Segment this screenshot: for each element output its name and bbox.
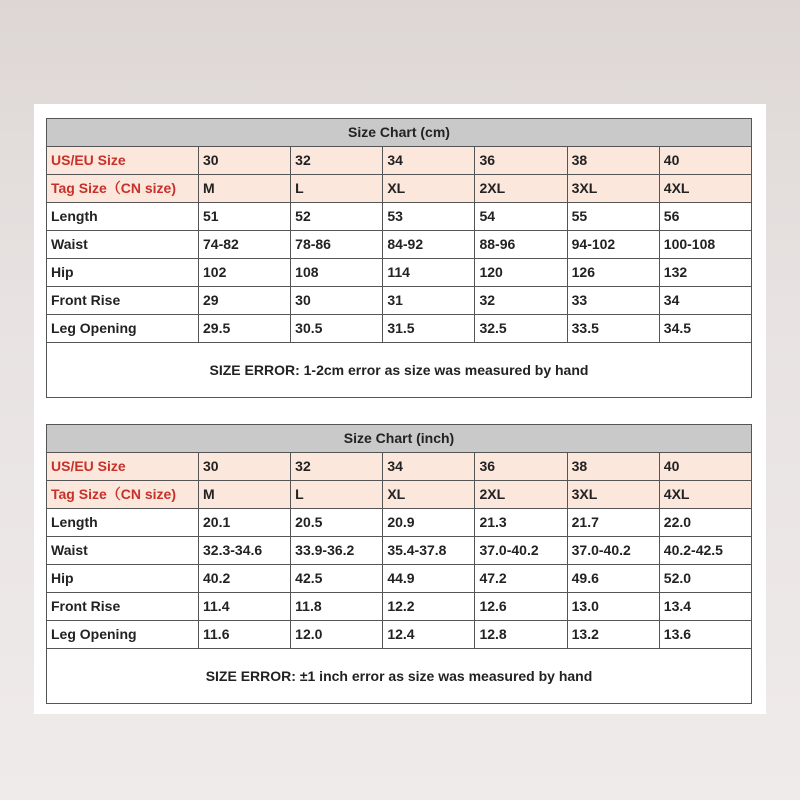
table-cell: XL (383, 175, 475, 203)
table-cell: 100-108 (659, 231, 751, 259)
table-cell: 34.5 (659, 315, 751, 343)
table-row (47, 287, 752, 315)
table-cell: 12.2 (383, 593, 475, 621)
table-cell: 132 (659, 259, 751, 287)
note-row (47, 649, 752, 704)
table-row (47, 565, 752, 593)
table-cell: 36 (475, 453, 567, 481)
table-cell: 40.2 (199, 565, 291, 593)
table-cell: M (199, 481, 291, 509)
table-row (47, 537, 752, 565)
table-cell: 32.3-34.6 (199, 537, 291, 565)
table-cell: 120 (475, 259, 567, 287)
row-label: Leg Opening (47, 315, 199, 343)
table-cell: 21.7 (567, 509, 659, 537)
table-cell: 30 (291, 287, 383, 315)
table-cell: 74-82 (199, 231, 291, 259)
table-cell: 12.4 (383, 621, 475, 649)
table-cell: 20.1 (199, 509, 291, 537)
table-cell: 55 (567, 203, 659, 231)
table-cell: 31 (383, 287, 475, 315)
table-cell: 51 (199, 203, 291, 231)
table-cell: 108 (291, 259, 383, 287)
size-error-note: SIZE ERROR: 1-2cm error as size was measured by hand (47, 343, 752, 398)
row-label: Waist (47, 231, 199, 259)
table-cell: M (199, 175, 291, 203)
table-cell: 11.4 (199, 593, 291, 621)
size-chart-cm (46, 118, 752, 398)
table-cell: 29 (199, 287, 291, 315)
row-label: Front Rise (47, 593, 199, 621)
table-cell: 22.0 (659, 509, 751, 537)
table-cell: 32 (291, 453, 383, 481)
table-cell: 21.3 (475, 509, 567, 537)
table-cell: 2XL (475, 175, 567, 203)
table-cell: 33.9-36.2 (291, 537, 383, 565)
table-cell: 42.5 (291, 565, 383, 593)
chart-title-row (47, 119, 752, 147)
table-cell: 13.4 (659, 593, 751, 621)
row-label: Leg Opening (47, 621, 199, 649)
table-cell: 54 (475, 203, 567, 231)
table-cell: 126 (567, 259, 659, 287)
table-cell: 3XL (567, 481, 659, 509)
table-row (47, 231, 752, 259)
table-cell: 88-96 (475, 231, 567, 259)
table-cell: 31.5 (383, 315, 475, 343)
table-cell: 94-102 (567, 231, 659, 259)
table-cell: 32 (291, 147, 383, 175)
table-cell: 114 (383, 259, 475, 287)
table-cell: 53 (383, 203, 475, 231)
row-label: Tag Size（CN size) (47, 481, 199, 509)
table-row (47, 147, 752, 175)
table-cell: 34 (383, 453, 475, 481)
chart-title: Size Chart (inch) (47, 425, 752, 453)
table-cell: XL (383, 481, 475, 509)
table-cell: 13.0 (567, 593, 659, 621)
table-cell: 11.6 (199, 621, 291, 649)
table-cell: 102 (199, 259, 291, 287)
row-label: US/EU Size (47, 147, 199, 175)
table-cell: 33 (567, 287, 659, 315)
table-row (47, 259, 752, 287)
row-label: Hip (47, 565, 199, 593)
chart-title: Size Chart (cm) (47, 119, 752, 147)
table-cell: 3XL (567, 175, 659, 203)
table-cell: 52 (291, 203, 383, 231)
table-cell: 30 (199, 147, 291, 175)
table-cell: 12.6 (475, 593, 567, 621)
table-cell: 38 (567, 147, 659, 175)
table-cell: 33.5 (567, 315, 659, 343)
table-cell: 78-86 (291, 231, 383, 259)
table-cell: 40 (659, 147, 751, 175)
table-cell: 20.9 (383, 509, 475, 537)
size-chart-card (34, 104, 766, 714)
table-cell: 20.5 (291, 509, 383, 537)
row-label: US/EU Size (47, 453, 199, 481)
row-label: Waist (47, 537, 199, 565)
table-row (47, 175, 752, 203)
table-cell: 84-92 (383, 231, 475, 259)
table-cell: 35.4-37.8 (383, 537, 475, 565)
table-cell: 44.9 (383, 565, 475, 593)
row-label: Front Rise (47, 287, 199, 315)
note-row (47, 343, 752, 398)
table-row (47, 315, 752, 343)
table-cell: 36 (475, 147, 567, 175)
table-cell: 32.5 (475, 315, 567, 343)
table-row (47, 621, 752, 649)
table-cell: 12.8 (475, 621, 567, 649)
table-row (47, 453, 752, 481)
table-cell: 37.0-40.2 (475, 537, 567, 565)
row-label: Tag Size（CN size) (47, 175, 199, 203)
table-row (47, 509, 752, 537)
size-error-note: SIZE ERROR: ±1 inch error as size was measured by hand (47, 649, 752, 704)
table-cell: 38 (567, 453, 659, 481)
table-cell: 32 (475, 287, 567, 315)
table-cell: 49.6 (567, 565, 659, 593)
table-cell: 11.8 (291, 593, 383, 621)
table-cell: 40.2-42.5 (659, 537, 751, 565)
size-chart-inch (46, 424, 752, 704)
table-cell: 30.5 (291, 315, 383, 343)
row-label: Hip (47, 259, 199, 287)
chart-title-row (47, 425, 752, 453)
table-cell: 2XL (475, 481, 567, 509)
table-cell: 34 (659, 287, 751, 315)
chart-body (47, 147, 752, 343)
chart-body (47, 453, 752, 649)
table-cell: 4XL (659, 175, 751, 203)
row-label: Length (47, 509, 199, 537)
table-cell: 13.2 (567, 621, 659, 649)
table-cell: 34 (383, 147, 475, 175)
table-cell: 4XL (659, 481, 751, 509)
table-cell: 37.0-40.2 (567, 537, 659, 565)
table-cell: 30 (199, 453, 291, 481)
table-row (47, 203, 752, 231)
table-cell: 47.2 (475, 565, 567, 593)
table-row (47, 593, 752, 621)
row-label: Length (47, 203, 199, 231)
table-cell: 13.6 (659, 621, 751, 649)
table-cell: 52.0 (659, 565, 751, 593)
table-cell: 40 (659, 453, 751, 481)
table-cell: 12.0 (291, 621, 383, 649)
table-cell: 29.5 (199, 315, 291, 343)
table-cell: L (291, 175, 383, 203)
table-cell: 56 (659, 203, 751, 231)
table-cell: L (291, 481, 383, 509)
table-row (47, 481, 752, 509)
